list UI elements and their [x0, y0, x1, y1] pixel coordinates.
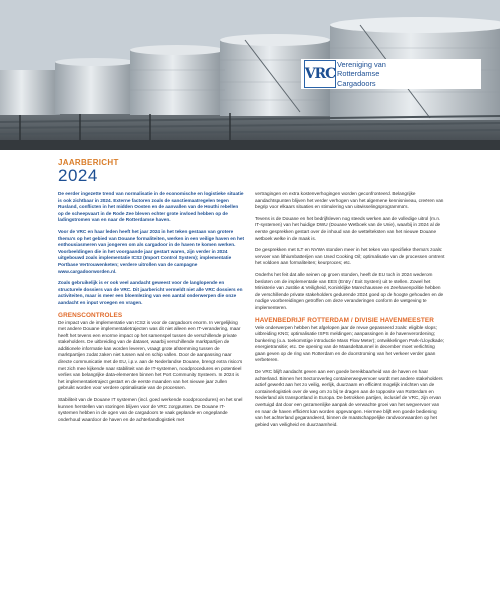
body-paragraph-3: vertragingen en extra kostenverhogingen worden geconfronteerd. Belangrijke aandachtspunten blijven het verder verhogen van het algemene kennisniveau, creëren van begrip voor elkaars situaties en stimulering van uitwisselingsprogramma's. [255, 191, 444, 210]
body-paragraph-7: Vele onderwerpen hebben het afgelopen jaar de revue gepasseerd zoals: eligible slops; uitbreiding KNG; optimalisatie ISPS meldingen; aanpassingen in de havenverordening; bunkering (o.a. toekomstige introductie Mass Flow Meter); ontwikkelingen Park-/Lloydkade; energietransitie; etc. De opening van de Maasdeltatunnel in december moet verlichting gaan geven op de ring van Rotterdam en de doorstroming van het verkeer verder gaan verbeteren. [255, 324, 445, 363]
body-paragraph-5: De gesprekken met ILT en NVWA stonden meer in het teken van specifieke thema's zoals: vervoer van lithiumbatterijen van Used Cooking Oil; optimalisatie van de processen omtrent het voldoen aan formaliteiten; keurproces; etc. [255, 247, 445, 266]
section-heading-grenscontroles: GRENSCONTROLES [58, 311, 123, 319]
logo-line-3: Cargadoors [337, 78, 376, 88]
body-paragraph-2: Stabiliteit van de Douane IT systemen (incl. goed werkende noodprocedures) en het snel kunnen herstellen van storingen blijven voor de VRC zorgpunten. De Douane IT-systemen hebben in de ogen van de cargadoors te vaak geplande en ongeplande onderhoud waardoor de haven en de achterlandlogistiek met [58, 397, 243, 422]
report-label: JAARBERICHT [58, 158, 119, 167]
right-column [255, 191, 445, 433]
logo-line-1: Vereniging van [337, 60, 386, 69]
vrc-logo-mark: VRC [304, 60, 336, 88]
intro-paragraph-3: Zoals gebruikelijk is er ook veel aandacht geweest voor de langlopende en structurele dossiers van de VRC. Dit jaarbericht vermeldt niet alle VRC dossiers en activiteiten, maar is meer een bloemlezing van een aantal onderwerpen die onze aandacht en input vroegen en vragen. [58, 280, 243, 305]
report-year: 2024 [58, 166, 98, 185]
intro-paragraph-2: Voor de VRC en haar leden heeft het jaar 2024 in het teken gestaan van grotere thema's op het gebied van Douane formaliteiten, werken in een veilige haven en het enthousiasmeren van jongeren om als cargadoor in de haven te komen werken. Voorbeeldingen die in het voorgaande jaar gestart waren, zijn verder in 2024 uitgebouwd zoals implementatie ICS2 (Import Control System); implementatie Portbase Vertrouwenketen; verdere uitrollen van de campagne www.cargadoorworden.nl. [58, 228, 245, 274]
body-paragraph-6: Onderhs het feit dat alle seinen op groen stonden, heeft de EU toch in 2024 wederom besloten om de implementatie van EES (Entry / Exit System) uit te stellen. Zowel het Ministerie van Justitie & Veiligheid, Koninklijke Marechaussee en Zeehavenpolitie hebben de verschillende private stakeholders gedurende 2024 goed op de hoogte gehouden en de nodige voorbereidingen getroffen om deze veranderingen conform de wetgeving te implementeren. [255, 271, 444, 310]
hero-photo-tanks [0, 0, 500, 150]
section-heading-havenbedrijf: HAVENBEDRIJF ROTTERDAM / DIVISIE HAVENMEESTER [255, 316, 434, 324]
intro-paragraph-1: De eerder ingezette trend van normalisatie in de economische en logistieke situatie is ook zichtbaar in 2024. Externe factoren zoals de sanctiemaatregelen tegen Rusland, conflicten in het midden Oosten en de aanvallen van de Houthi rebellen op de scheepvaart in de Rode Zee bleven echter grote invloed hebben op de ladingstromen van en naar de Rotterdamse haven. [58, 191, 244, 223]
body-paragraph-4: Tevens is de Douane en het bedrijfsleven nog steeds werken aan de volledige uitrol (m.n. IT-systemen) van het huidige DWU (Douane Wetboek van de Unie), waarbij in 2024 al de eerste gesprekken gestart over de inhoud van de wettelteksten van het nieuwe Douane wetboek welke in de maak is. [255, 215, 441, 241]
body-paragraph-8: De VRC blijft aandacht geven aan een goede bereikbaarheid van de haven en haar achterland. Binnen het Sectoroverleg containerwegvervoer wordt met andere stakeholders actief gewerkt aan het zo veilig, eerlijk, duurzaam en efficiënt mogelijk inrichten van de containerlogistiek over de weg om zo bij te dragen aan de topposite van Rotterdam en Nederland als transportland in Europa. De betrokken partijen, inclusief de VRC, zijn ervan overtuigd dat door een gezamenlijke aanpak de verwachte groei van het wegvervoer van en naar de haven efficiënt kan worden opgevangen. Hiermee blijft een goede bediening van het achterland gegarandeerd, binnen de maatschappelijke randvoorwaarden op het gebied van veiligheid en duurzaamheid. [255, 369, 443, 427]
logo-line-2: Rotterdamse [337, 69, 380, 79]
logo-name [337, 60, 477, 88]
left-column [58, 191, 245, 428]
body-paragraph-1: De impact van de implementatie van ICS2 is voor de cargadoors enorm. In vergelijking met andere Douane implementatietrajecten was dit niet alleen een IT-verandering, maar heeft het tevens een enorme impact op het samenspel tussen de verschillende private stakeholders. De uitbreiding van de dataset, waarbij verschillende marktpartijen de additionele informatie kan worden leveren, vraagt grote afstemming tussen de marktpartijen zodat zaken niet tussen wal en schip vallen. Door de aanpassing naar directe communicatie met de EU, i.p.v. aan de Nederlandse Douane, brengt extra risico's met zich mee kijkende naar stabiliteit van de IT-systemen, noodprocedures en potentieel verlies van belangrijke data-elementen binnen het Port Community Systeem. In 2024 is het implementatietraject gestart en de eerste maanden van het nieuwe jaar zullen gebruikt worden voor verdere optimalisatie van de processen. [58, 319, 243, 391]
